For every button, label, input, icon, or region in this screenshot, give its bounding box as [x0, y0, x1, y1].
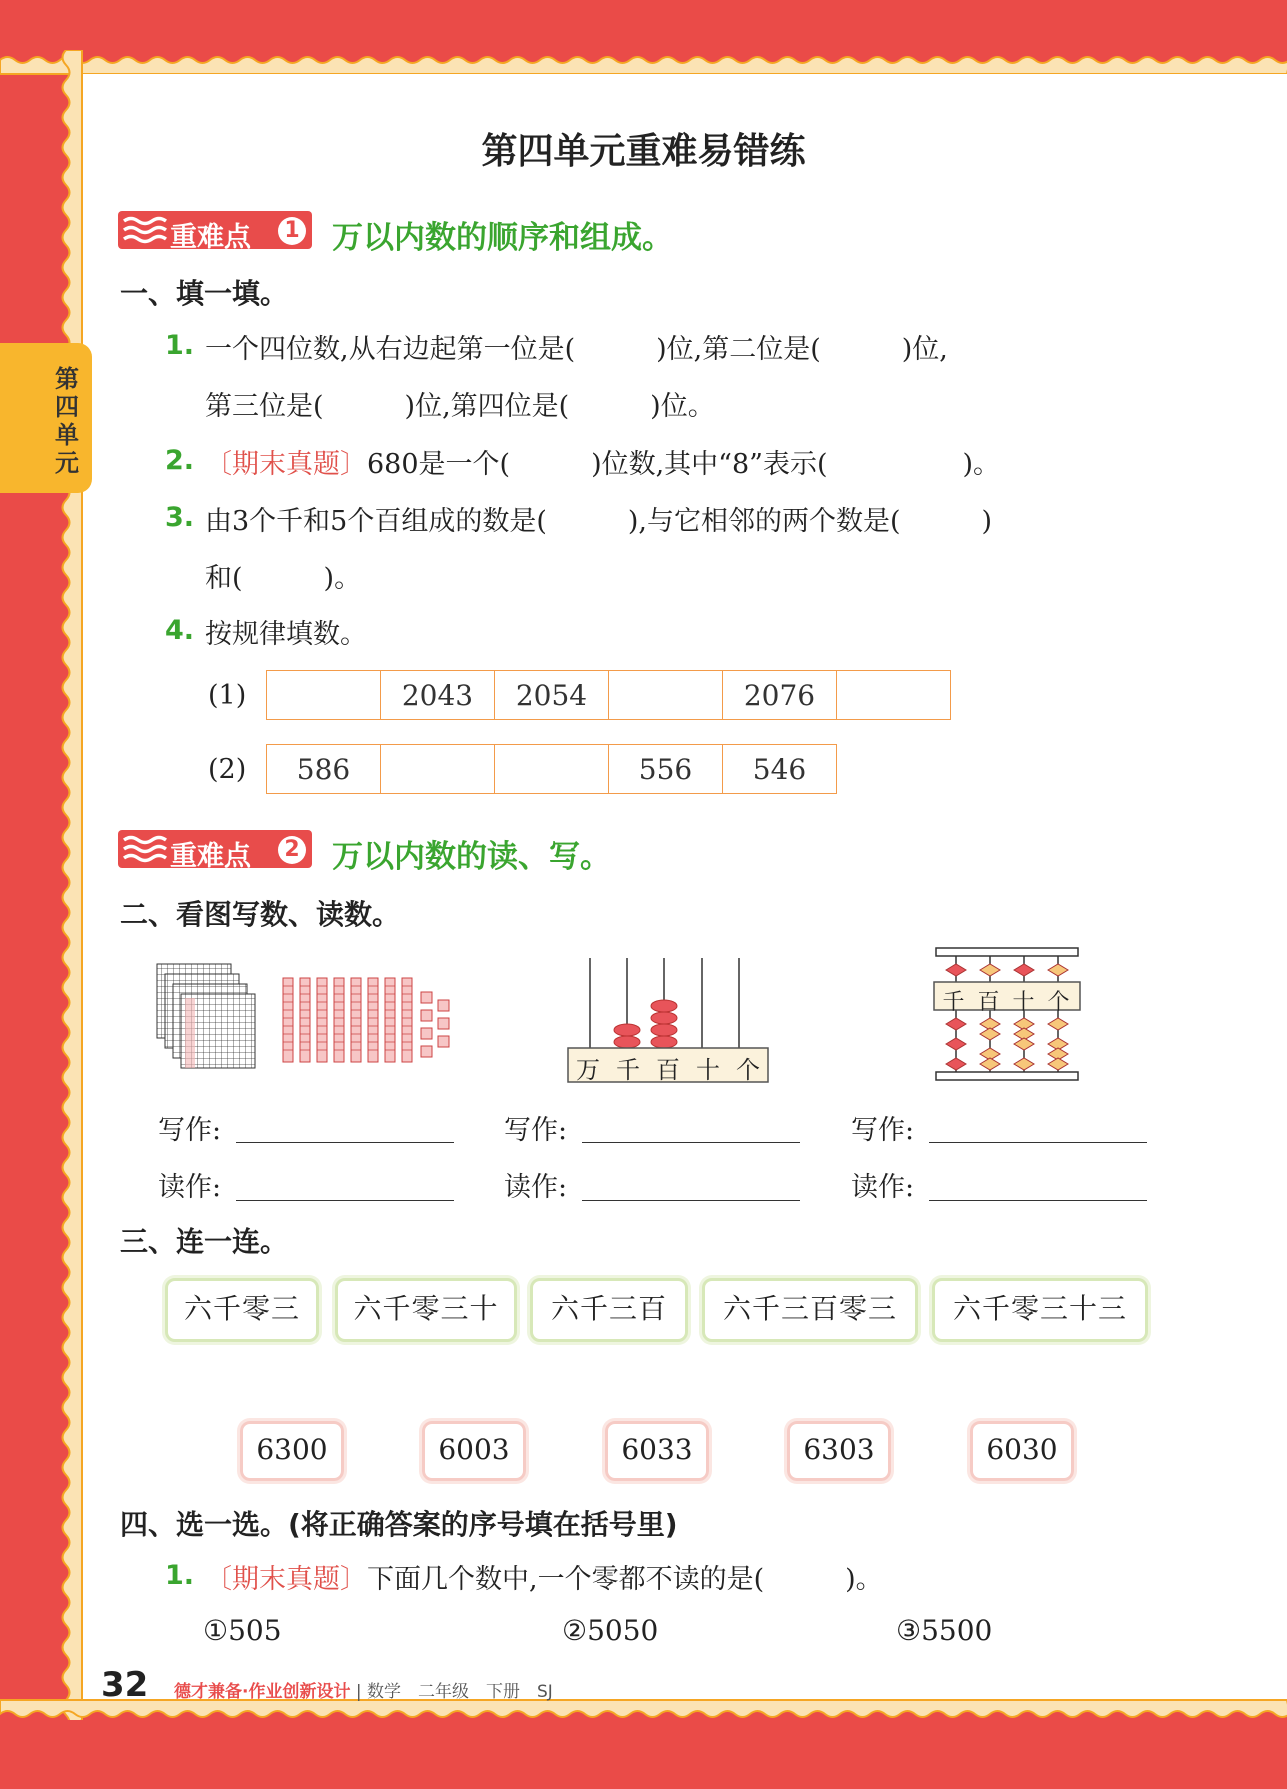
footer-separator: |	[350, 1682, 368, 1702]
key-point-2-badge	[118, 830, 312, 872]
abacus-2-label: 百	[977, 990, 1000, 1015]
read-label-3: 读作:	[851, 1172, 915, 1203]
match-number-card[interactable]: 6300	[240, 1421, 344, 1481]
section-4-heading-text: 四、选一选。(将正确答案的序号填在括号里)	[120, 1508, 678, 1541]
key-point-1-topic: 万以内数的顺序和组成。	[332, 220, 673, 256]
grid1-cell: 2043	[381, 671, 495, 720]
grid2-cell[interactable]	[381, 745, 495, 794]
read-label-1: 读作:	[158, 1172, 222, 1203]
grid2-cell: 546	[723, 745, 837, 794]
s4-q1-text	[205, 1557, 883, 1596]
unit-tab-label: 第四单元	[55, 365, 79, 477]
q2-text	[205, 442, 1000, 481]
write-answer-line-1[interactable]	[236, 1140, 454, 1143]
page-number: 32	[101, 1665, 149, 1705]
write-answer-line-2[interactable]	[582, 1140, 800, 1143]
q2-body: 680是一个( )位数,其中“8”表示( )。	[367, 449, 1001, 480]
q4-number: 4.	[165, 615, 195, 646]
option-2[interactable]: ②5050	[562, 1614, 659, 1647]
footer-info	[174, 1677, 553, 1702]
abacus-1-labels	[568, 1050, 768, 1085]
grid1-cell: 2076	[723, 671, 837, 720]
grid1-cell: 2054	[495, 671, 609, 720]
match-number-card[interactable]: 6033	[605, 1421, 709, 1481]
base-ten-blocks-image	[155, 962, 455, 1082]
s4-q1-exam-tag: 〔期末真题〕	[205, 1564, 367, 1595]
abacus-2-label: 十	[1012, 990, 1035, 1015]
grid2-cell[interactable]	[495, 745, 609, 794]
match-word-card[interactable]: 六千零三十	[335, 1278, 517, 1342]
grid1-cell[interactable]	[267, 671, 381, 720]
badge-label: 重难点	[170, 222, 251, 253]
section-3-heading: 三、连一连。	[120, 1225, 289, 1258]
abacus-1-label: 百	[656, 1056, 680, 1084]
match-number-card[interactable]: 6030	[970, 1421, 1074, 1481]
page-title: 第四单元重难易错练	[481, 131, 806, 172]
wave-lines-icon	[121, 834, 167, 864]
grid2-cell: 556	[609, 745, 723, 794]
key-point-2-topic: 万以内数的读、写。	[332, 839, 611, 875]
option-3[interactable]: ③5500	[896, 1614, 993, 1647]
abacus-2-image	[932, 946, 1082, 1086]
abacus-1-label: 千	[616, 1056, 640, 1084]
grid1-cell[interactable]	[837, 671, 951, 720]
option-1[interactable]: ①505	[203, 1614, 282, 1647]
pattern-row2-label: (2)	[208, 754, 247, 785]
q3-text-line1: 由3个千和5个百组成的数是( ),与它相邻的两个数是( )	[205, 506, 993, 537]
q2-exam-tag: 〔期末真题〕	[205, 449, 367, 480]
unit-side-tab	[0, 343, 92, 493]
badge-number: 2	[278, 836, 306, 864]
s4-q1-number: 1.	[165, 1560, 195, 1591]
q1-text-line1: 一个四位数,从右边起第一位是( )位,第二位是( )位,	[205, 334, 948, 365]
q1-number: 1.	[165, 330, 195, 361]
write-answer-line-3[interactable]	[929, 1140, 1147, 1143]
match-number-card[interactable]: 6003	[422, 1421, 526, 1481]
left-wave-border	[46, 50, 86, 1720]
match-word-card[interactable]: 六千零三	[165, 1278, 319, 1342]
match-word-card[interactable]: 六千零三十三	[932, 1278, 1148, 1342]
pattern-row1-label: (1)	[208, 680, 247, 711]
grid1-cell[interactable]	[609, 671, 723, 720]
pattern-grid-2	[266, 744, 837, 794]
section-1-heading: 一、填一填。	[120, 277, 289, 310]
q1-text-line2: 第三位是( )位,第四位是( )位。	[205, 391, 715, 422]
q4-text: 按规律填数。	[205, 619, 367, 650]
pattern-grid-1	[266, 670, 951, 720]
section-4-heading	[120, 1503, 678, 1543]
abacus-2-label: 个	[1047, 990, 1070, 1015]
q3-number: 3.	[165, 502, 195, 533]
write-label-3: 写作:	[851, 1115, 915, 1146]
read-answer-line-2[interactable]	[582, 1198, 800, 1201]
read-answer-line-1[interactable]	[236, 1198, 454, 1201]
grid2-cell: 586	[267, 745, 381, 794]
q2-number: 2.	[165, 445, 195, 476]
badge-label: 重难点	[170, 841, 251, 872]
wave-lines-icon	[121, 215, 167, 245]
abacus-2-labels	[936, 985, 1076, 1016]
section-2-heading: 二、看图写数、读数。	[120, 898, 401, 931]
abacus-1-label: 个	[736, 1056, 760, 1084]
read-label-2: 读作:	[504, 1172, 568, 1203]
footer-details: 数学 二年级 下册 SJ	[367, 1682, 553, 1702]
key-point-1-badge	[118, 211, 312, 253]
match-number-card[interactable]: 6303	[787, 1421, 891, 1481]
read-answer-line-3[interactable]	[929, 1198, 1147, 1201]
match-word-card[interactable]: 六千三百	[530, 1278, 688, 1342]
abacus-1-label: 万	[576, 1056, 600, 1084]
write-label-1: 写作:	[158, 1115, 222, 1146]
footer-brand: 德才兼备·作业创新设计	[174, 1682, 351, 1702]
abacus-1-label: 十	[696, 1056, 720, 1084]
match-word-card[interactable]: 六千三百零三	[702, 1278, 918, 1342]
abacus-2-label: 千	[942, 990, 965, 1015]
s4-q1-body: 下面几个数中,一个零都不读的是( )。	[367, 1564, 883, 1595]
write-label-2: 写作:	[504, 1115, 568, 1146]
badge-number: 1	[278, 217, 306, 245]
q3-text-line2: 和( )。	[205, 563, 362, 594]
